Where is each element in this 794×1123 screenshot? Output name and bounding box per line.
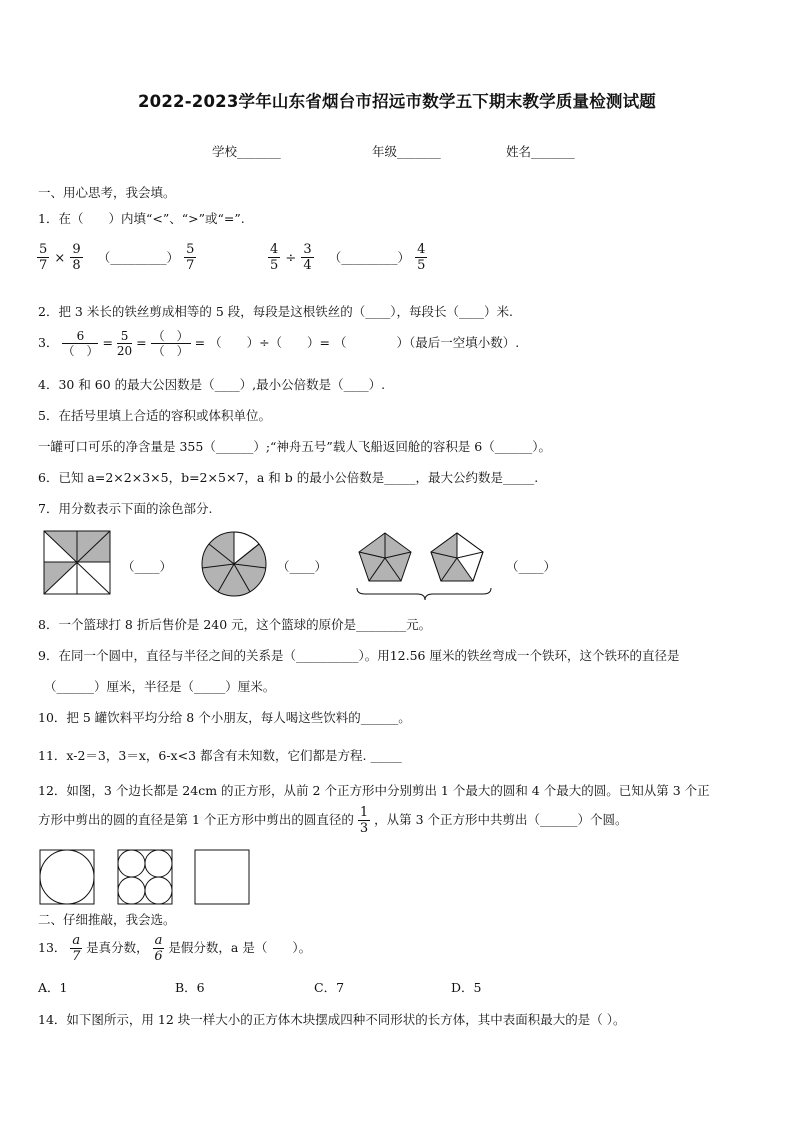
name-field: 姓名_______	[506, 144, 575, 159]
question-14: 14．如下图所示，用 12 块一样大小的正方体木块摆成四种不同形状的长方体，其中表面积最大的是（ ）。	[38, 1012, 626, 1027]
shaded-circle-figure	[200, 530, 268, 598]
fraction: $\frac{6}{( )}$	[62, 329, 99, 358]
question-13: 13． $\frac{a}{7}$ 是真分数， $\frac{a}{6}$ 是假分数，a 是（ ）。	[38, 933, 312, 964]
q13-option-c: C．7	[314, 980, 345, 995]
question-5-content: 一罐可口可乐的净含量是 355（______）;“神舟五号”载人飞船返回舱的容积是 6（______）。	[38, 439, 552, 454]
q7-blank-2: （____）	[277, 559, 328, 574]
question-1: 1．在（ ）内填“<”、“>”或“=”.	[38, 211, 245, 226]
q13-option-d: D．5	[451, 980, 482, 995]
question-2: 2．把 3 米长的铁丝剪成相等的 5 段，每段是这根铁丝的（____），每段长（____）米.	[38, 304, 513, 319]
q13-option-a: A．1	[38, 980, 68, 995]
fraction: $\frac{a}{7}$	[72, 933, 81, 964]
fraction: $\frac{4}{5}$	[270, 242, 279, 273]
question-9-cont: （______）厘米，半径是（_____）厘米。	[44, 679, 276, 694]
shaded-pentagons-figure	[355, 528, 495, 604]
fraction: $\frac{( )}{( )}$	[152, 329, 189, 358]
fraction: $\frac{4}{5}$	[417, 242, 426, 273]
fraction: $\frac{1}{3}$	[359, 805, 369, 836]
question-12-cont: 方形中剪出的圆的直径是第 1 个正方形中剪出的圆直径的 $\frac{1}{3}$ ，从第 3 个正方形中共剪出（______）个圆。	[38, 805, 628, 836]
question-12: 12．如图，3 个边长都是 24cm 的正方形，从前 2 个正方形中分别剪出 1 个最大的圆和 4 个最大的圆。已知从第 3 个正	[38, 783, 710, 798]
question-7: 7．用分数表示下面的涂色部分.	[38, 501, 213, 516]
fraction: $\frac{9}{8}$	[72, 242, 81, 273]
question-10: 10．把 5 罐饮料平均分给 8 个小朋友，每人喝这些饮料的______。	[38, 710, 411, 725]
squares-circles-figure	[38, 848, 258, 906]
question-9: 9．在同一个圆中，直径与半径之间的关系是（__________）。用12.56 厘米的铁丝弯成一个铁环，这个铁环的直径是	[38, 648, 680, 663]
question-5: 5．在括号里填上合适的容积或体积单位。	[38, 408, 271, 423]
question-6: 6．已知 a=2×2×3×5，b=2×5×7，a 和 b 的最小公倍数是_____，最大公约数是_____.	[38, 470, 539, 485]
page-title: 2022-2023学年山东省烟台市招远市数学五下期末教学质量检测试题	[138, 92, 656, 111]
school-field: 学校_______	[212, 144, 281, 159]
fraction: $\frac{5}{7}$	[186, 242, 195, 273]
q1-expression-b: $\frac{4}{5}$ ÷ $\frac{3}{4}$ （_________） $\frac{4}{5}$	[270, 242, 426, 273]
grade-field: 年级_______	[372, 144, 441, 159]
q1-expression-a: $\frac{5}{7}$ × $\frac{9}{8}$ （_________） $\frac{5}{7}$	[39, 242, 195, 273]
question-8: 8．一个篮球打 8 折后售价是 240 元，这个篮球的原价是________元。	[38, 617, 432, 632]
section-2-heading: 二、仔细推敲，我会选。	[38, 912, 176, 927]
question-3: 3． $\frac{6}{( )}$ = $\frac{5}{20}$ = $\frac{( )}{( )}$ = （ ）÷（ ）= （ ）（最后一空填小数）.	[38, 329, 520, 358]
q13-option-b: B．6	[175, 980, 205, 995]
section-1-heading: 一、用心思考，我会填。	[38, 185, 176, 200]
fraction: $\frac{5}{7}$	[39, 242, 48, 273]
fraction: $\frac{5}{20}$	[116, 329, 133, 358]
question-11: 11．x-2＝3，3＝x，6-x<3 都含有未知数，它们都是方程. _____	[38, 748, 402, 763]
q7-blank-1: （____）	[122, 559, 173, 574]
fraction: $\frac{3}{4}$	[303, 242, 312, 273]
question-4: 4．30 和 60 的最大公因数是（____）,最小公倍数是（____）.	[38, 377, 386, 392]
shaded-square-figure	[43, 530, 113, 596]
fraction: $\frac{a}{6}$	[154, 933, 163, 964]
q7-blank-3: （____）	[506, 559, 557, 574]
